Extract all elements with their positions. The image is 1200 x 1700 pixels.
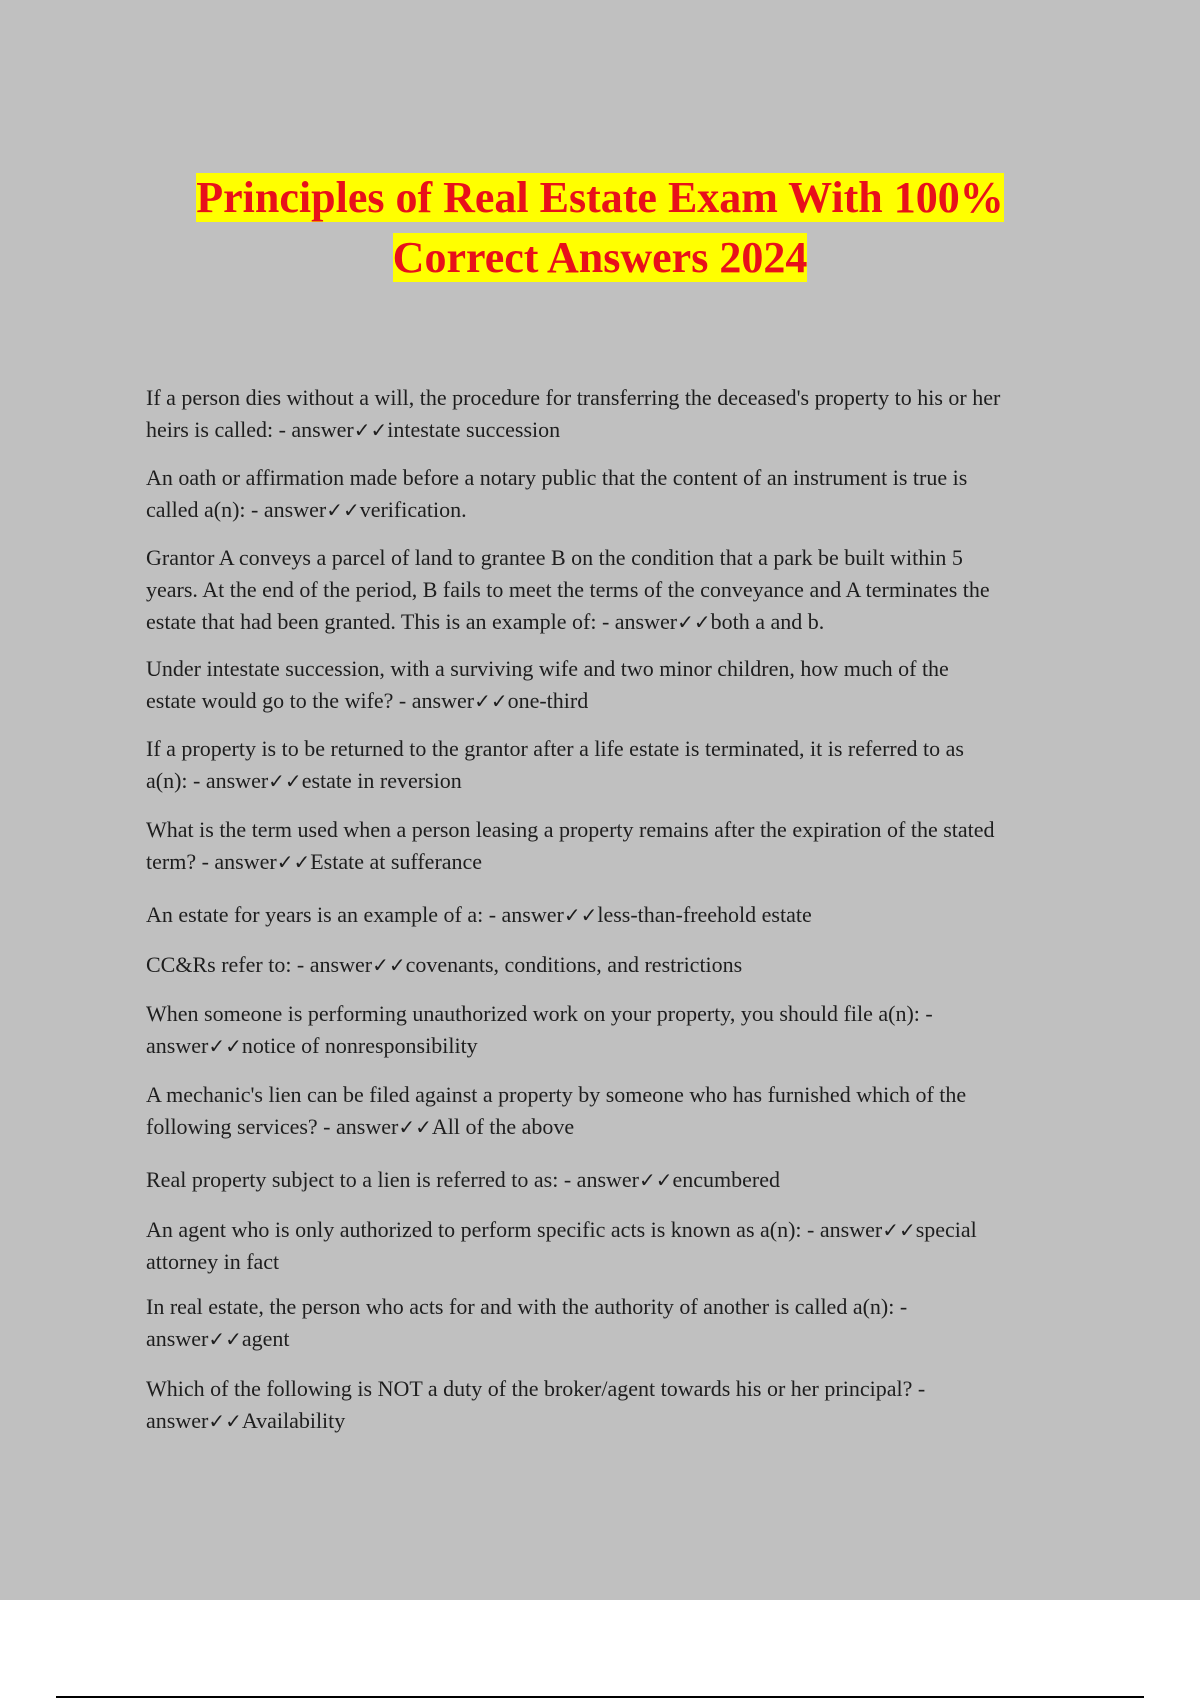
title-line-1: Principles of Real Estate Exam With 100% bbox=[196, 173, 1004, 222]
title-line-2: Correct Answers 2024 bbox=[392, 233, 808, 282]
qa-item-2 bbox=[146, 462, 1096, 526]
qa-item-6 bbox=[146, 814, 1096, 878]
qa-item-14 bbox=[146, 1373, 1096, 1437]
question-text: term? - answer bbox=[146, 849, 277, 874]
qa-item-5 bbox=[146, 733, 1096, 797]
question-text: An agent who is only authorized to perform specific acts is known as a(n): - answer bbox=[146, 1217, 883, 1242]
check-marks-icon: ✓✓ bbox=[208, 1327, 242, 1351]
answer-text: one-third bbox=[507, 688, 589, 713]
question-text: If a person dies without a will, the procedure for transferring the deceased's property to his or her bbox=[146, 385, 1001, 410]
question-text: called a(n): - answer bbox=[146, 497, 327, 522]
answer-text: covenants, conditions, and restrictions bbox=[405, 952, 743, 977]
check-marks-icon: ✓✓ bbox=[474, 689, 508, 713]
question-text: answer bbox=[146, 1326, 209, 1351]
answer-text: Estate at sufferance bbox=[310, 849, 483, 874]
question-text: When someone is performing unauthorized work on your property, you should file a(n): - bbox=[146, 1001, 933, 1026]
check-marks-icon: ✓✓ bbox=[677, 610, 711, 634]
question-text: years. At the end of the period, B fails to meet the terms of the conveyance and A terminates the bbox=[146, 577, 990, 602]
question-text: estate that had been granted. This is an example of: - answer bbox=[146, 609, 678, 634]
answer-text: estate in reversion bbox=[301, 768, 462, 793]
check-marks-icon: ✓✓ bbox=[268, 769, 302, 793]
question-text: answer bbox=[146, 1033, 209, 1058]
question-text: Which of the following is NOT a duty of the broker/agent towards his or her principal? - bbox=[146, 1376, 926, 1401]
answer-text: less-than-freehold estate bbox=[597, 902, 812, 927]
question-text: following services? - answer bbox=[146, 1114, 399, 1139]
qa-item-7 bbox=[146, 899, 1096, 931]
question-text: heirs is called: - answer bbox=[146, 417, 354, 442]
check-marks-icon: ✓✓ bbox=[882, 1218, 916, 1242]
check-marks-icon: ✓✓ bbox=[563, 903, 598, 927]
question-text: answer bbox=[146, 1408, 209, 1433]
question-text: If a property is to be returned to the grantor after a life estate is terminated, it is referred to as bbox=[146, 736, 964, 761]
question-text: What is the term used when a person leasing a property remains after the expiration of the stated bbox=[146, 817, 995, 842]
answer-text: All of the above bbox=[431, 1114, 575, 1139]
question-text: estate would go to the wife? - answer bbox=[146, 688, 475, 713]
answer-text: special bbox=[915, 1217, 977, 1242]
question-text: An estate for years is an example of a: - answer bbox=[146, 902, 564, 927]
check-marks-icon: ✓✓ bbox=[326, 498, 360, 522]
question-text: Real property subject to a lien is referred to as: - answer bbox=[146, 1167, 639, 1192]
check-marks-icon: ✓✓ bbox=[372, 953, 406, 977]
check-marks-icon: ✓✓ bbox=[208, 1409, 242, 1433]
check-marks-icon: ✓✓ bbox=[638, 1168, 673, 1192]
answer-text: verification. bbox=[359, 497, 467, 522]
question-text: In real estate, the person who acts for and with the authority of another is called a(n): - bbox=[146, 1294, 908, 1319]
check-marks-icon: ✓✓ bbox=[353, 418, 388, 442]
question-text: CC&Rs refer to: - answer bbox=[146, 952, 373, 977]
qa-item-1 bbox=[146, 382, 1096, 446]
qa-item-12 bbox=[146, 1214, 1096, 1278]
answer-text: Availability bbox=[241, 1408, 346, 1433]
qa-item-4 bbox=[146, 653, 1096, 717]
question-text: Grantor A conveys a parcel of land to grantee B on the condition that a park be built within 5 bbox=[146, 545, 963, 570]
qa-item-13 bbox=[146, 1291, 1096, 1355]
document-title bbox=[100, 168, 1100, 288]
answer-text: encumbered bbox=[672, 1167, 780, 1192]
answer-text: agent bbox=[241, 1326, 290, 1351]
answer-text: intestate succession bbox=[387, 417, 561, 442]
qa-item-10 bbox=[146, 1079, 1096, 1143]
question-text: A mechanic's lien can be filed against a property by someone who has furnished which of the bbox=[146, 1082, 967, 1107]
check-marks-icon: ✓✓ bbox=[276, 850, 311, 874]
answer-text: notice of nonresponsibility bbox=[241, 1033, 478, 1058]
qa-item-8 bbox=[146, 949, 1096, 981]
question-text: An oath or affirmation made before a notary public that the content of an instrument is true is bbox=[146, 465, 968, 490]
answer-text: both a and b. bbox=[710, 609, 825, 634]
answer-text-continued: attorney in fact bbox=[146, 1249, 280, 1274]
footer-divider bbox=[56, 1696, 1144, 1698]
qa-item-11 bbox=[146, 1164, 1096, 1196]
question-text: Under intestate succession, with a surviving wife and two minor children, how much of the bbox=[146, 656, 949, 681]
qa-item-3 bbox=[146, 542, 1096, 638]
check-marks-icon: ✓✓ bbox=[208, 1034, 242, 1058]
question-text: a(n): - answer bbox=[146, 768, 269, 793]
check-marks-icon: ✓✓ bbox=[398, 1115, 432, 1139]
qa-item-9 bbox=[146, 998, 1096, 1062]
